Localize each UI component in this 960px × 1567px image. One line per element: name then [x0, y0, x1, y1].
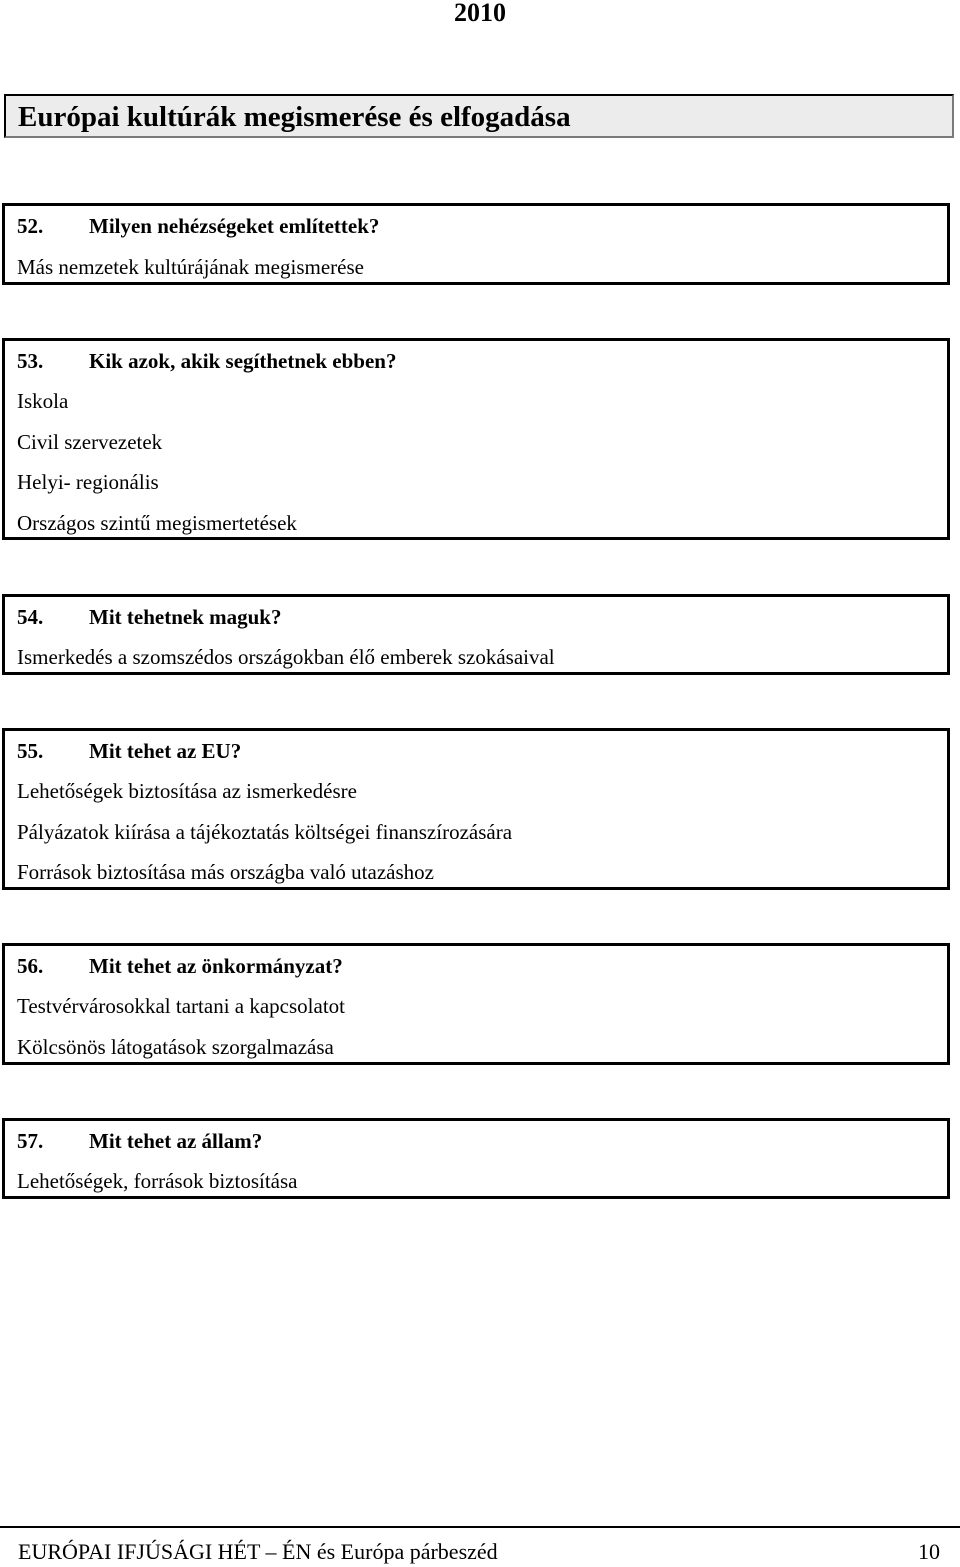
- answer-line: Más nemzetek kultúrájának megismerése: [17, 255, 364, 279]
- question-box-52: [2, 203, 950, 285]
- answer-line: Országos szintű megismertetések: [17, 511, 297, 535]
- page-number: 10: [918, 1539, 940, 1564]
- question-number: 56.: [17, 954, 44, 978]
- question-text: Mit tehet az állam?: [89, 1129, 263, 1153]
- answer-line: Ismerkedés a szomszédos országokban élő emberek szokásaival: [17, 645, 555, 669]
- footer-title: EURÓPAI IFJÚSÁGI HÉT – ÉN és Európa párbeszéd: [18, 1539, 498, 1564]
- page-year-heading: 2010: [454, 0, 506, 27]
- question-text: Mit tehetnek maguk?: [89, 605, 282, 629]
- answer-line: Civil szervezetek: [17, 430, 163, 454]
- question-number: 54.: [17, 605, 44, 629]
- question-number: 55.: [17, 739, 44, 763]
- answer-line: Testvérvárosokkal tartani a kapcsolatot: [17, 994, 345, 1018]
- section-title-box: [4, 94, 954, 138]
- answer-line: Iskola: [17, 389, 69, 413]
- answer-line: Lehetőségek, források biztosítása: [17, 1169, 298, 1193]
- question-box-56: [2, 943, 950, 1065]
- question-text: Mit tehet az önkormányzat?: [89, 954, 343, 978]
- answer-line: Lehetőségek biztosítása az ismerkedésre: [17, 779, 357, 803]
- question-text: Kik azok, akik segíthetnek ebben?: [89, 349, 397, 373]
- question-line: [17, 605, 282, 629]
- answer-line: Kölcsönös látogatások szorgalmazása: [17, 1035, 334, 1059]
- question-line: [17, 214, 379, 238]
- question-box-53: [2, 338, 950, 540]
- question-number: 57.: [17, 1129, 44, 1153]
- question-number: 53.: [17, 349, 44, 373]
- question-line: [17, 1129, 262, 1153]
- question-line: [17, 954, 343, 978]
- footer-divider: [0, 1526, 960, 1528]
- question-number: 52.: [17, 214, 44, 238]
- question-line: [17, 739, 241, 763]
- answer-line: Helyi- regionális: [17, 470, 159, 494]
- answer-line: Pályázatok kiírása a tájékoztatás költségei finanszírozására: [17, 820, 513, 844]
- question-line: [17, 349, 396, 373]
- question-text: Milyen nehézségeket említettek?: [89, 214, 380, 238]
- section-title: Európai kultúrák megismerése és elfogadása: [18, 101, 571, 133]
- question-box-57: [2, 1118, 950, 1199]
- question-text: Mit tehet az EU?: [89, 739, 242, 763]
- answer-line: Források biztosítása más országba való utazáshoz: [17, 860, 434, 884]
- question-box-55: [2, 728, 950, 890]
- question-box-54: [2, 594, 950, 675]
